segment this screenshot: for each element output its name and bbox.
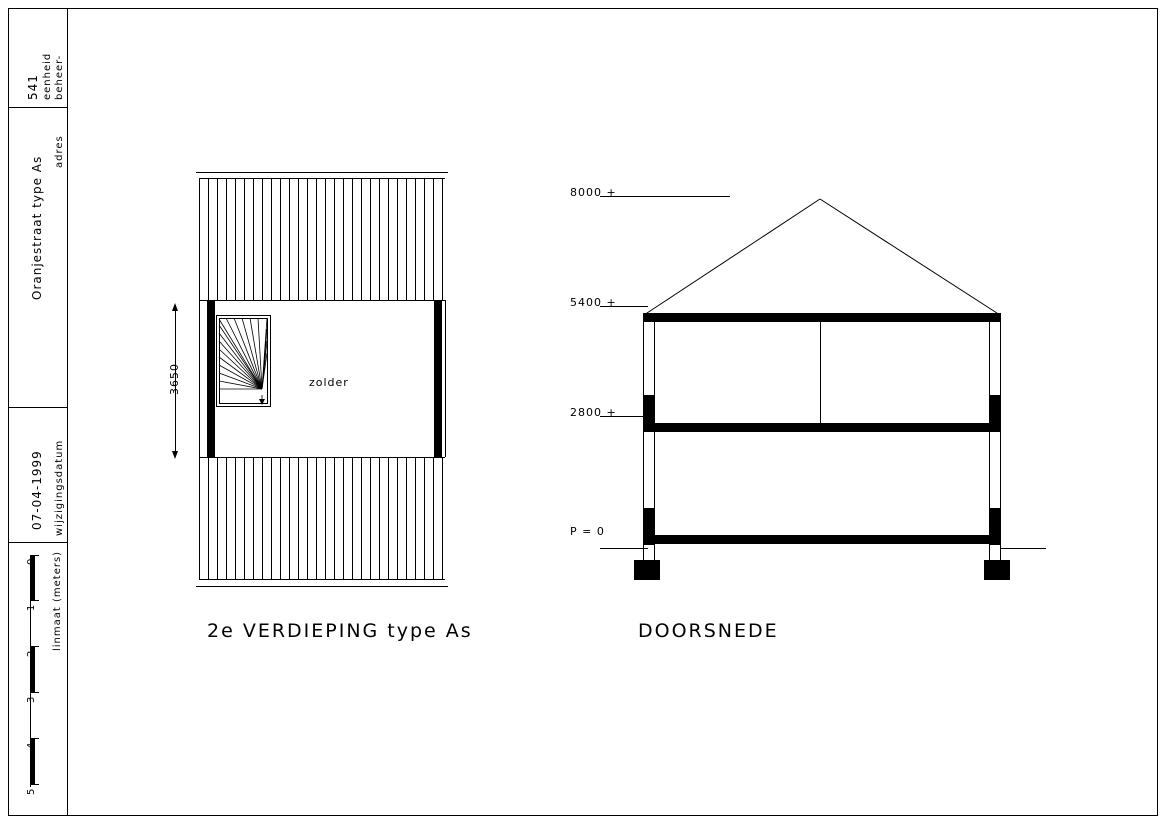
wijzigingsdatum-value: 07-04-1999	[30, 450, 44, 530]
scalebar-number-4: 4	[26, 742, 37, 749]
plan-stair-treads	[216, 315, 272, 408]
plan-party-wall-left	[207, 300, 215, 457]
section-level-line-ground	[600, 548, 648, 549]
title-block	[8, 8, 68, 816]
titleblock-cell-adres	[8, 108, 67, 408]
plan-hatch-top-upper-edge	[199, 178, 445, 179]
scalebar-number-3: 3	[26, 696, 37, 703]
plan-wall-left-thin	[199, 300, 200, 457]
section-wall-right-block-ground	[989, 508, 1001, 545]
plan-outline-bottom	[196, 586, 448, 587]
section-level-label-8000: 8000 +	[570, 186, 617, 199]
plan-hatch-bottom-upper-edge	[199, 457, 445, 458]
beheereenheid-label-line2: eenheid	[42, 52, 53, 100]
section-ground-line-right	[1000, 548, 1046, 549]
adres-label: adres	[54, 135, 65, 168]
titleblock-cell-wijzigingsdatum	[8, 408, 67, 543]
plan-hatch-bottom-lower-edge	[199, 579, 445, 580]
section-slab-ground	[643, 535, 1001, 544]
section-level-label-2800: 2800 +	[570, 406, 617, 419]
beheereenheid-label-line1: beheer-	[54, 54, 65, 100]
plan-party-wall-right	[434, 300, 442, 457]
wijzigingsdatum-label: wijzigingsdatum	[54, 439, 65, 536]
scalebar-tick-3	[30, 692, 39, 693]
section-foundation-right	[984, 560, 1010, 580]
titleblock-cell-scalebar	[8, 543, 67, 816]
section-wall-right-block-2800	[989, 395, 1001, 432]
section-level-label-ground: P = 0	[570, 525, 605, 538]
section-level-label-5400: 5400 +	[570, 296, 617, 309]
section-roof	[640, 195, 1005, 320]
plan-outline-top	[196, 172, 448, 173]
scalebar-tick-1	[30, 600, 39, 601]
section-slab-5400	[643, 313, 1001, 322]
plan-room-label: zolder	[309, 376, 349, 389]
plan-caption: 2e VERDIEPING type As	[207, 620, 473, 642]
section-wall-right-below-slab	[989, 544, 990, 562]
plan-roof-hatch-bottom	[199, 457, 445, 579]
beheereenheid-value: 541	[26, 74, 40, 100]
plan-hatch-top-lower-edge	[199, 300, 445, 301]
plan-dimension-text: 3650	[168, 363, 181, 395]
section-wall-left-below-slab	[643, 544, 644, 562]
section-wall-left-below-slab-inner	[654, 544, 655, 562]
section-caption: DOORSNEDE	[638, 620, 779, 642]
section-interior-partition	[820, 322, 821, 423]
scalebar-tick-5	[30, 784, 39, 785]
scalebar-label: linmaat (meters)	[52, 550, 63, 651]
adres-value: Oranjestraat type As	[30, 155, 44, 300]
scalebar-number-2: 2	[26, 650, 37, 657]
plan-wall-right-thin	[445, 300, 446, 457]
titleblock-cell-beheereenheid	[8, 8, 67, 108]
scalebar-number-5: 5	[26, 788, 37, 795]
section-wall-left-block-2800	[643, 395, 655, 432]
scalebar-number-1: 1	[26, 604, 37, 611]
scalebar-number-0: 0	[26, 558, 37, 565]
section-level-line-8000	[600, 196, 730, 197]
section-foundation-left	[634, 560, 660, 580]
section-wall-right-below-slab-inner	[1000, 544, 1001, 562]
plan-roof-hatch-top	[199, 178, 445, 300]
section-slab-2800	[643, 423, 1001, 432]
section-wall-left-block-ground	[643, 508, 655, 545]
